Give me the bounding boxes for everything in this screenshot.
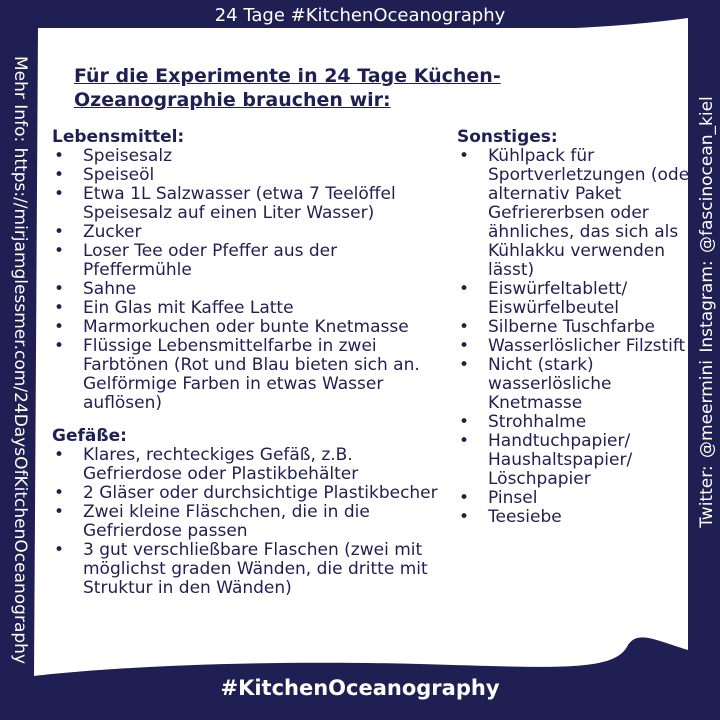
list-item: • Zwei kleine Fläschchen, die in die Gefrierdose passen xyxy=(52,503,447,541)
list-item: • Kühlpack für Sportverletzungen (oder alternativ Paket Gefriererbsen oder ähnliches, das sich als Kühlakku verwenden lässt) xyxy=(457,147,697,280)
list-item: • Flüssige Lebensmittelfarbe in zwei Farbtönen (Rot und Blau bieten sich an. Gelförmige Farben in etwas Wasser auflösen) xyxy=(52,337,447,413)
list-item: • Marmorkuchen oder bunte Knetmasse xyxy=(52,318,447,337)
lebensmittel-list xyxy=(52,147,447,413)
list-item: • 3 gut verschließbare Flaschen (zwei mit möglichst graden Wänden, die dritte mit Struktur in den Wänden) xyxy=(52,541,447,598)
list-item: • Handtuchpapier/ Haushaltspapier/ Löschpapier xyxy=(457,432,697,489)
list-item: • Teesiebe xyxy=(457,508,697,527)
list-item: • Speisesalz xyxy=(52,147,447,166)
list-item: • Wasserlöslicher Filzstift xyxy=(457,337,697,356)
list-item: • Nicht (stark) wasserlösliche Knetmasse xyxy=(457,356,697,413)
list-item: • 2 Gläser oder durchsichtige Plastikbecher xyxy=(52,484,447,503)
list-item: • Speiseöl xyxy=(52,166,447,185)
list-item: • Pinsel xyxy=(457,489,697,508)
list-item: • Klares, rechteckiges Gefäß, z.B. Gefrierdose oder Plastikbehälter xyxy=(52,446,447,484)
side-info-link: Mehr Info: https://mirjamglessmer.com/24DaysOfKitchenOceanography xyxy=(10,56,30,664)
section-title-gefaesse: Gefäße: xyxy=(52,426,127,446)
list-item: • Zucker xyxy=(52,223,447,242)
list-item: • Eiswürfeltablett/ Eiswürfelbeutel xyxy=(457,280,697,318)
content xyxy=(52,64,697,598)
section-title-lebensmittel: Lebensmittel: xyxy=(52,127,185,147)
list-item: • Silberne Tuschfarbe xyxy=(457,318,697,337)
list-item: • Sahne xyxy=(52,280,447,299)
page-heading: Für die Experimente in 24 Tage Küchen-Ozeanographie brauchen wir: xyxy=(74,65,501,111)
list-item: • Strohhalme xyxy=(457,413,697,432)
footer-hashtag: #KitchenOceanography xyxy=(220,676,500,700)
right-column xyxy=(457,128,697,527)
left-column xyxy=(52,128,447,598)
sonstiges-list xyxy=(457,147,697,527)
list-item: • Ein Glas mit Kaffee Latte xyxy=(52,299,447,318)
gefaesse-list xyxy=(52,446,447,598)
section-title-sonstiges: Sonstiges: xyxy=(457,127,558,147)
spacer xyxy=(52,413,447,427)
list-item: • Etwa 1L Salzwasser (etwa 7 Teelöffel Speisesalz auf einen Liter Wasser) xyxy=(52,185,447,223)
side-social-handles: Twitter: @meermini Instagram: @fascinocean_kiel xyxy=(697,96,717,528)
list-item: • Loser Tee oder Pfeffer aus der Pfeffermühle xyxy=(52,242,447,280)
top-title: 24 Tage #KitchenOceanography xyxy=(214,5,506,26)
